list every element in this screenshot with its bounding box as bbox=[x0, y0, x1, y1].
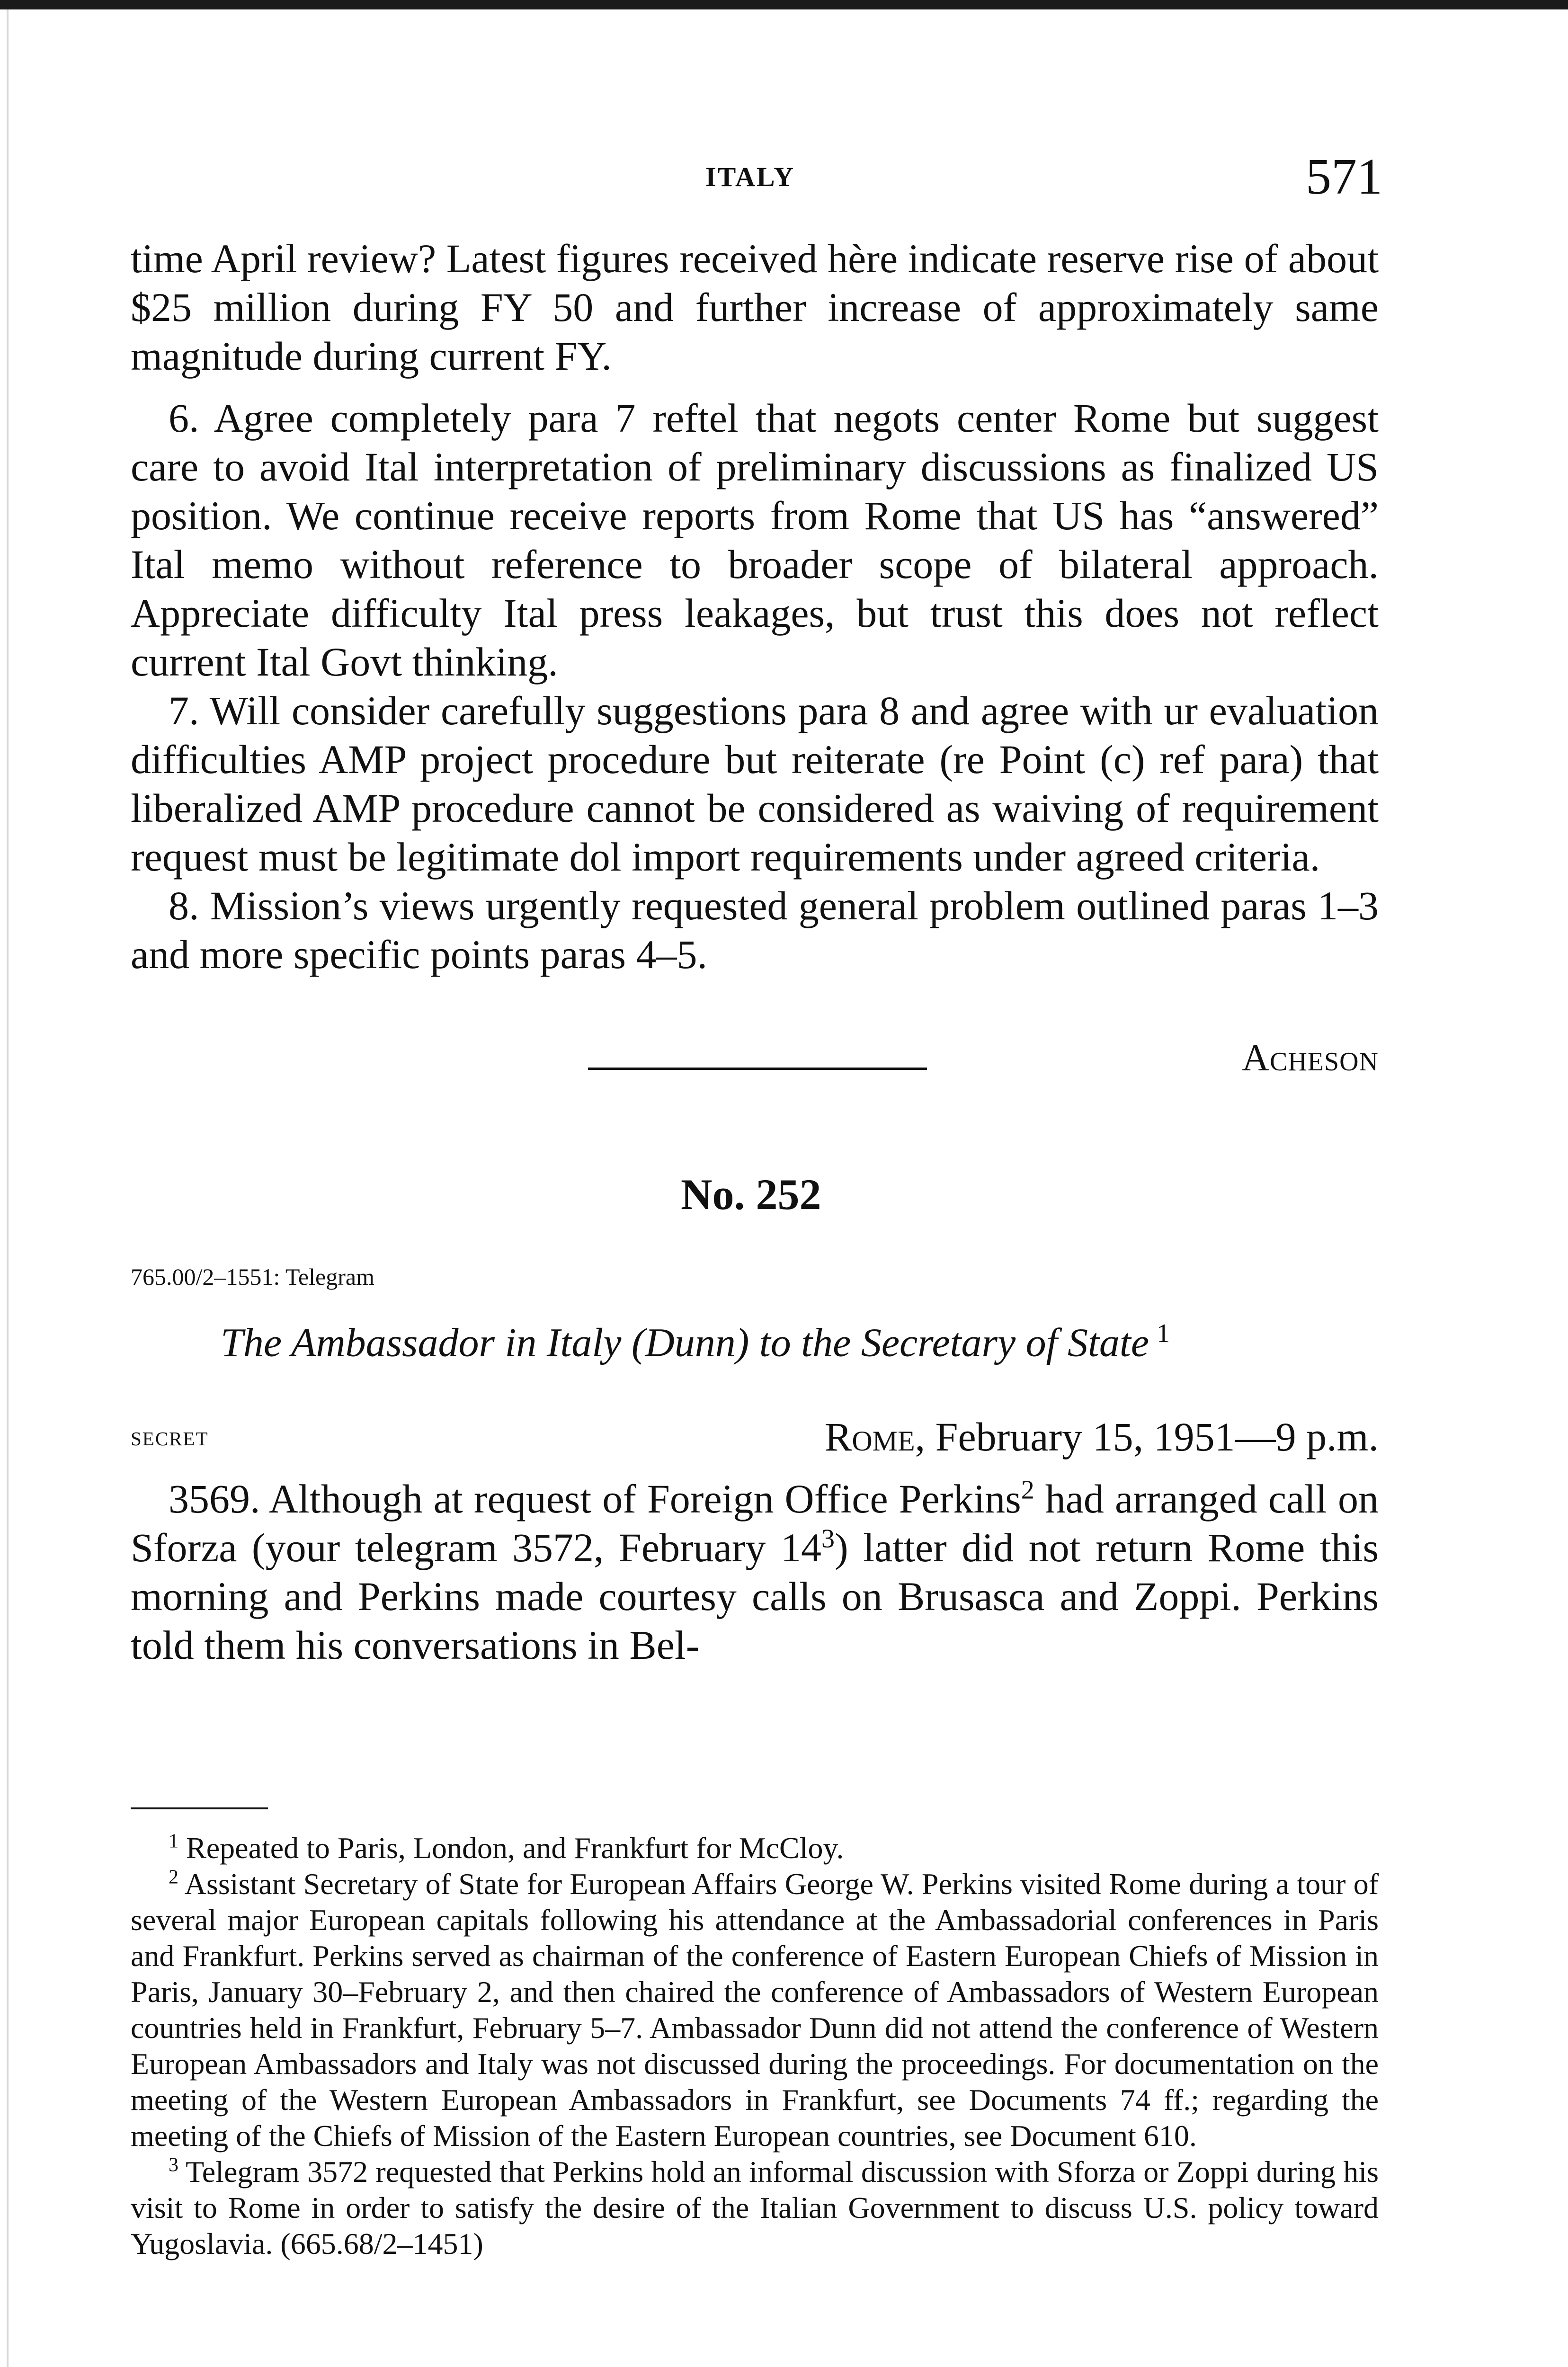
continuation-text bbox=[131, 234, 1379, 381]
footnote-2-text: Assistant Secretary of State for European Affairs George W. Perkins visited Rome during a tour of several major European capitals following his attendance at the Ambassadorial conferences in Paris and Frankfurt. Perkins served as chairman of the conference of Eastern European Chiefs of Mission in Paris, January 30–February 2, and then chaired the conference of Ambassadors of Western European countries held in Frankfurt, February 5–7. Ambassador Dunn did not attend the conference of Western European Ambassadors and Italy was not discussed during the proceedings. For documentation on the meeting of the Western European Ambassadors in Frankfurt, see Documents 74 ff.; regarding the meeting of the Chiefs of Mission of the Eastern European countries, see Document 610. bbox=[131, 1867, 1379, 2153]
footnote-2 bbox=[131, 1866, 1379, 2154]
dateline bbox=[825, 1413, 1379, 1460]
page-number: 571 bbox=[1306, 149, 1382, 205]
classification-label: secret bbox=[131, 1421, 209, 1451]
continuation-paragraphs bbox=[131, 394, 1379, 979]
telegram-paragraph bbox=[131, 1475, 1379, 1670]
page-left-edge bbox=[7, 9, 9, 2367]
footnote-rule bbox=[131, 1807, 268, 1809]
telegram-body bbox=[131, 1475, 1379, 1670]
footnote-1 bbox=[131, 1830, 1379, 1866]
document-number: No. 252 bbox=[681, 1170, 821, 1219]
footnote-1-text: Repeated to Paris, London, and Frankfurt for McCloy. bbox=[178, 1831, 844, 1865]
paragraph-7: 7. Will consider carefully suggestions para 8 and agree with ur evaluation difficulties AMP project procedure but reiterate (re Point (c) ref para) that liberalized AMP procedure cannot be considered as waiving of requirement request must be legitimate dol import requirements under agreed criteria. bbox=[131, 688, 1379, 880]
heading-footnote-ref: 1 bbox=[1157, 1319, 1170, 1348]
document-heading-text: The Ambassador in Italy (Dunn) to the Secretary of State bbox=[221, 1319, 1149, 1365]
footnote-ref-2: 2 bbox=[1021, 1475, 1034, 1505]
document-heading bbox=[221, 1318, 1170, 1366]
dateline-date: , February 15, 1951—9 p.m. bbox=[915, 1414, 1379, 1459]
paragraph-5-end: time April review? Latest figures received hère indicate reserve rise of about $25 million during FY 50 and further increase of approximately same magnitude during current FY. bbox=[131, 236, 1379, 379]
footnote-ref-3: 3 bbox=[821, 1524, 835, 1554]
section-divider bbox=[588, 1068, 927, 1070]
footnotes bbox=[131, 1830, 1379, 2262]
footnote-3-marker: 3 bbox=[169, 2154, 178, 2176]
footnote-3-text: Telegram 3572 requested that Perkins hold an informal discussion with Sforza or Zoppi during his visit to Rome in order to satisfy the desire of the Italian Government to discuss U.S. policy toward Yugoslavia. (665.68/2–1451) bbox=[131, 2155, 1379, 2260]
paragraph-8: 8. Mission’s views urgently requested general problem outlined paras 1–3 and more specific points paras 4–5. bbox=[131, 883, 1379, 977]
file-reference: 765.00/2–1551: Telegram bbox=[131, 1264, 374, 1290]
running-title: ITALY bbox=[705, 161, 795, 192]
signature: Acheson bbox=[1242, 1037, 1379, 1079]
telegram-text-part-1: 3569. Although at request of Foreign Office Perkins bbox=[169, 1476, 1021, 1522]
page-top-edge bbox=[0, 0, 1568, 9]
telegram-text-part-3: ) latter did not return Rome this morning and Perkins made courtesy calls on Brusasca and Zoppi. Perkins told them his conversations in Bel- bbox=[131, 1525, 1379, 1668]
dateline-place: Rome bbox=[824, 1414, 915, 1459]
footnote-3 bbox=[131, 2154, 1379, 2262]
footnote-1-marker: 1 bbox=[169, 1830, 178, 1852]
paragraph-6: 6. Agree completely para 7 reftel that negots center Rome but suggest care to avoid Ital interpretation of preliminary discussions as finalized US position. We continue receive reports from Rome that US has “answered” Ital memo without reference to broader scope of bilateral approach. Appreciate difficulty Ital press leakages, but trust this does not reflect current Ital Govt thinking. bbox=[131, 395, 1379, 685]
footnote-2-marker: 2 bbox=[169, 1866, 178, 1888]
telegram-text-part-2: had arranged call on Sforza (your telegram 3572, February 14 bbox=[131, 1476, 1379, 1570]
